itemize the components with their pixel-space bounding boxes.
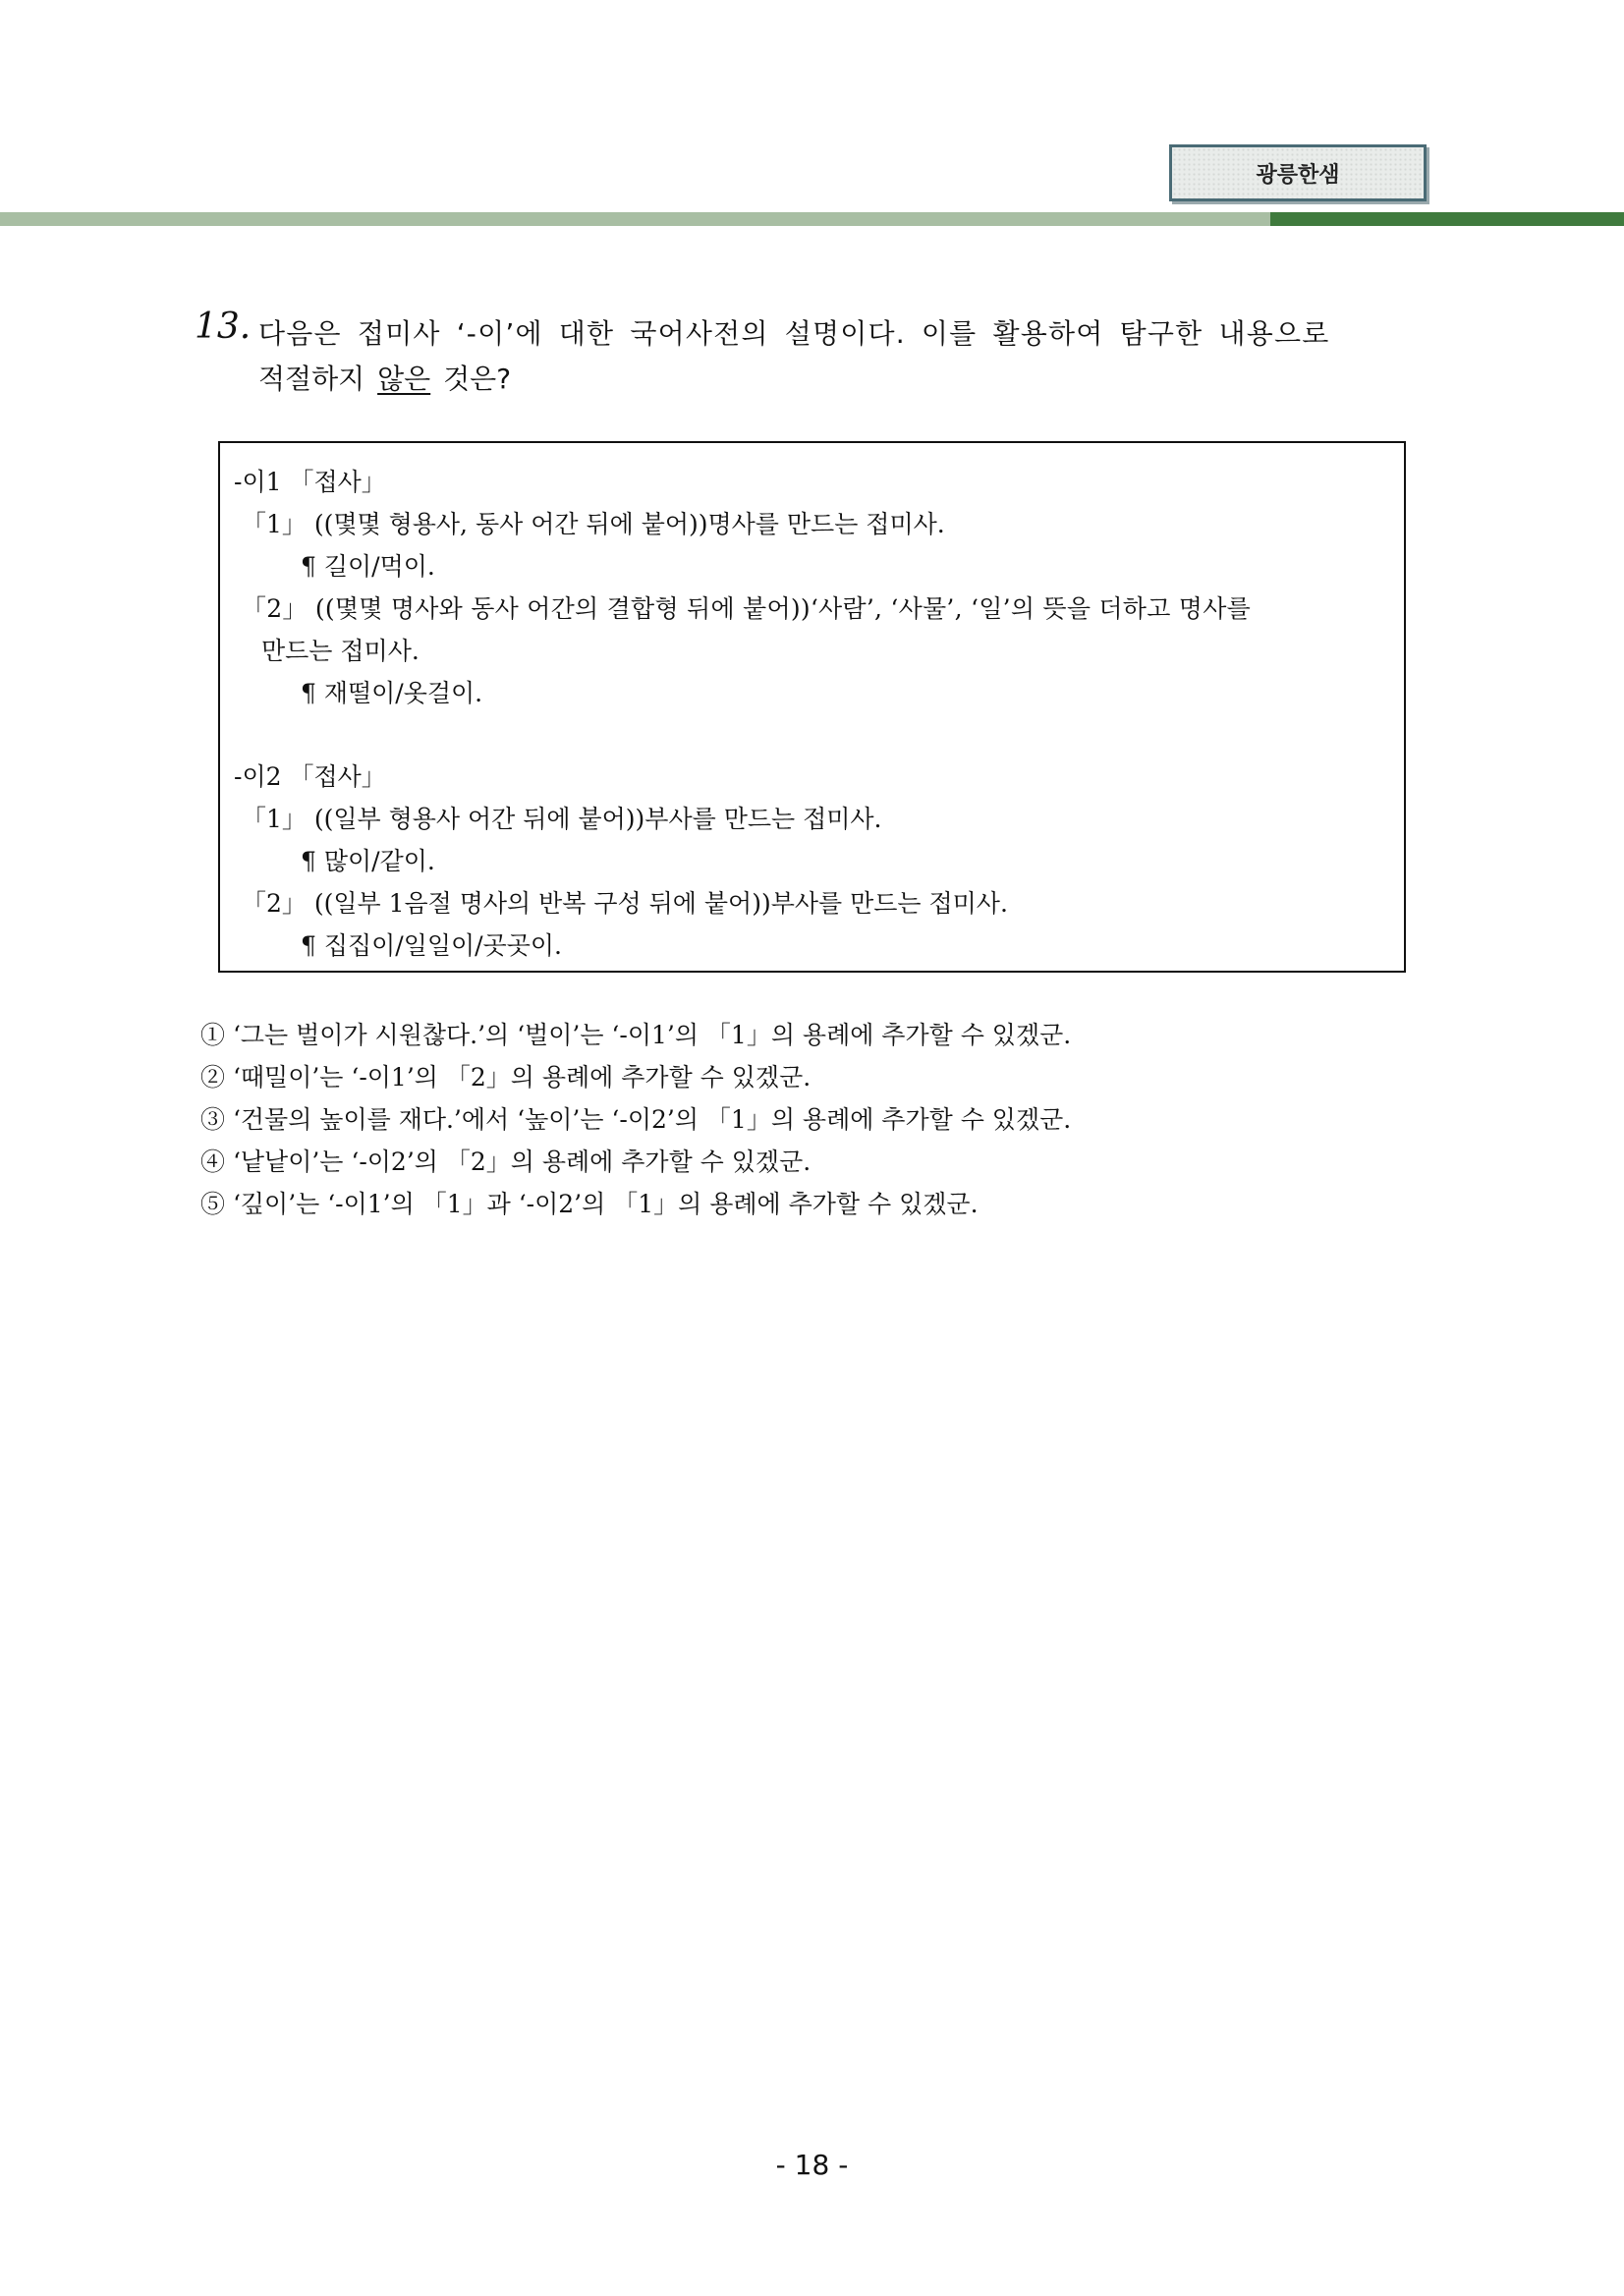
question-text-part: 적절하지 — [258, 363, 378, 395]
header-bar-dark — [1270, 212, 1624, 226]
option-2: ② ‘때밀이’는 ‘-이1’의 「2」의 용례에 추가할 수 있겠군. — [200, 1063, 812, 1092]
question-text-part: 것은? — [430, 363, 512, 395]
dict-headword-2: -이2 「접사」 — [234, 762, 386, 791]
dict-sense: 「1」 ((일부 형용사 어간 뒤에 붙어))부사를 만드는 접미사. — [242, 805, 882, 833]
dict-example: ¶ 재떨이/옷걸이. — [301, 679, 483, 707]
dict-sense: 「1」 ((몇몇 형용사, 동사 어간 뒤에 붙어))명사를 만드는 접미사. — [242, 510, 945, 538]
dict-sense-continued: 만드는 접미사. — [261, 637, 420, 665]
dict-sense: 「2」 ((일부 1음절 명사의 반복 구성 뒤에 붙어))부사를 만드는 접미사. — [242, 889, 1008, 918]
dict-example: ¶ 많이/같이. — [301, 847, 435, 875]
option-5: ⑤ ‘깊이’는 ‘-이1’의 「1」과 ‘-이2’의 「1」의 용례에 추가할 수 있겠군. — [200, 1190, 979, 1218]
dict-example: ¶ 길이/먹이. — [301, 552, 435, 581]
option-1: ① ‘그는 벌이가 시원찮다.’의 ‘벌이’는 ‘-이1’의 「1」의 용례에 추가할 수 있겠군. — [200, 1021, 1072, 1049]
question-text-line2 — [258, 358, 511, 397]
option-3: ③ ‘건물의 높이를 재다.’에서 ‘높이’는 ‘-이2’의 「1」의 용례에 추가할 수 있겠군. — [200, 1105, 1072, 1134]
page-number: - 18 - — [775, 2149, 849, 2181]
option-4: ④ ‘낱낱이’는 ‘-이2’의 「2」의 용례에 추가할 수 있겠군. — [200, 1148, 812, 1176]
dict-example: ¶ 집집이/일일이/곳곳이. — [301, 931, 562, 960]
school-badge — [1169, 144, 1427, 201]
question-underlined-word: 않은 — [377, 363, 431, 395]
question-text-line1: 다음은 접미사 ‘-이’에 대한 국어사전의 설명이다. 이를 활용하여 탐구한 내용으로 — [258, 317, 1330, 350]
dict-headword-1: -이1 「접사」 — [234, 468, 386, 496]
dict-sense: 「2」 ((몇몇 명사와 동사 어간의 결합형 뒤에 붙어))‘사람’, ‘사물’, ‘일’의 뜻을 더하고 명사를 — [242, 594, 1252, 623]
question-number: 13. — [195, 307, 252, 347]
badge-label: 광릉한샘 — [1256, 162, 1340, 188]
header-bar-light — [0, 212, 1270, 226]
